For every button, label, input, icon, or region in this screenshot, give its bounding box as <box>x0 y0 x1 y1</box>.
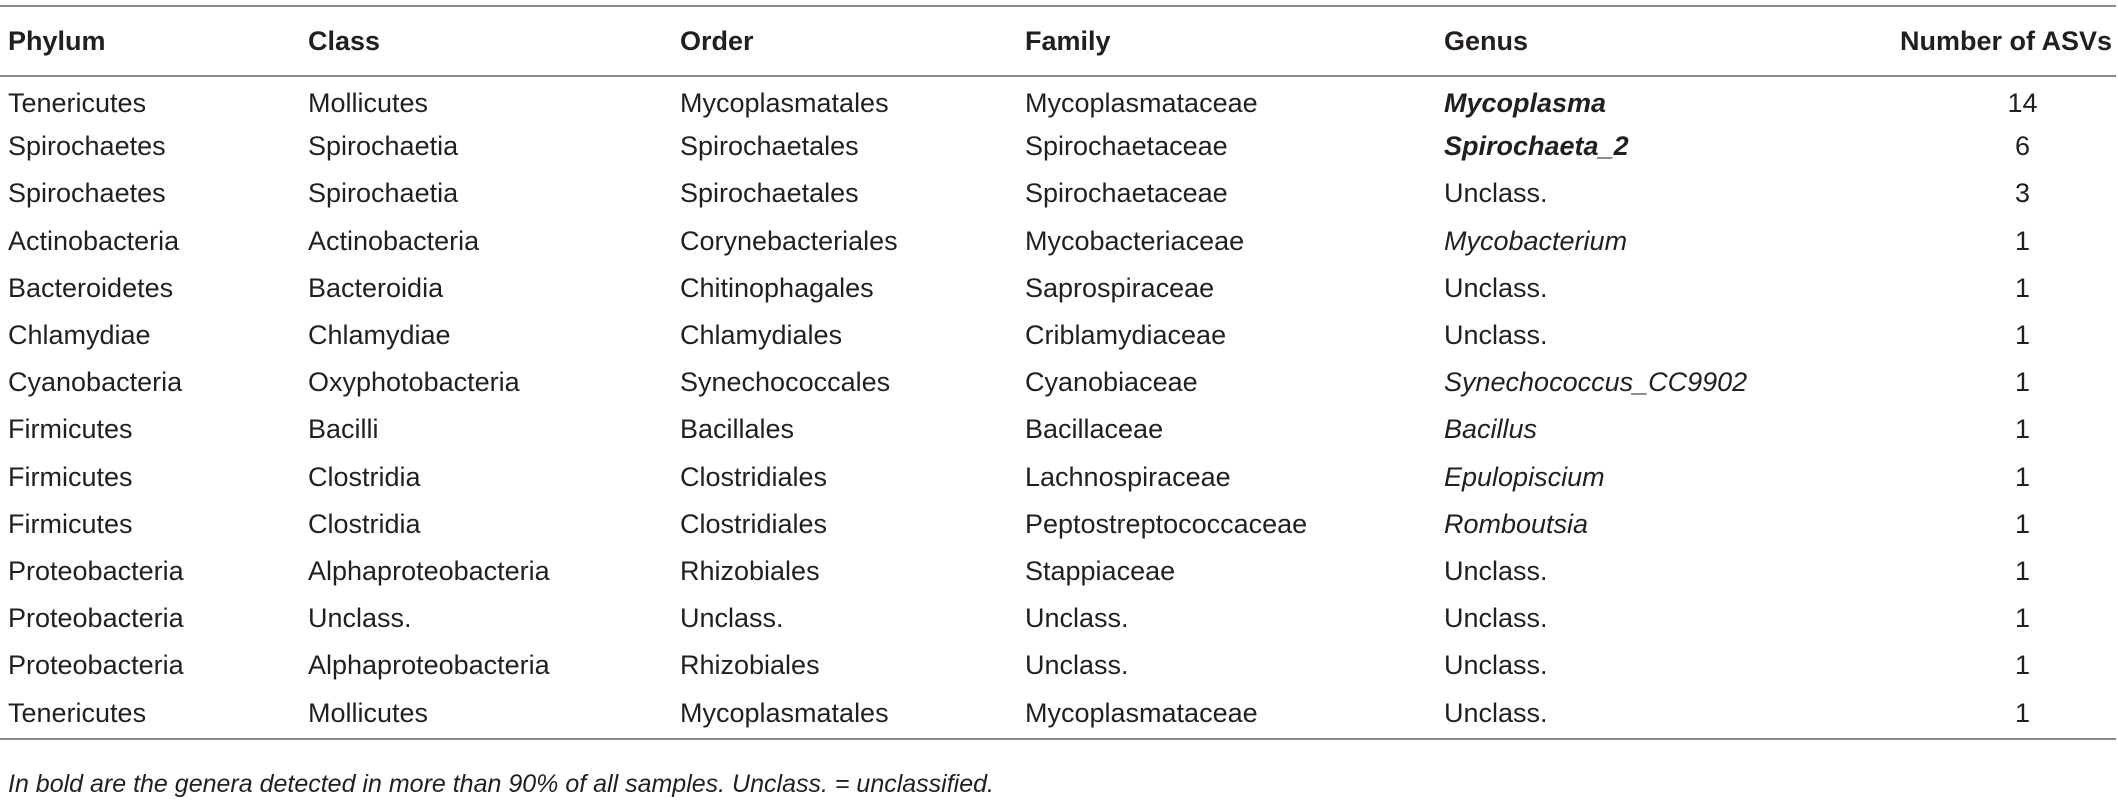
cell-number-of-asvs: 6 <box>2014 131 2031 162</box>
header-number-of-asvs: Number of ASVs <box>1899 25 2112 56</box>
cell-phylum: Firmicutes <box>8 461 133 492</box>
cell-order: Corynebacteriales <box>680 225 898 256</box>
cell-order: Clostridiales <box>680 461 828 492</box>
cell-number-of-asvs: 1 <box>2014 367 2031 398</box>
cell-family: Saprospiraceae <box>1025 272 1215 303</box>
cell-genus: Spirochaeta_2 <box>1444 131 1629 162</box>
cell-order: Spirochaetales <box>680 131 859 162</box>
cell-phylum: Bacteroidetes <box>8 272 174 303</box>
cell-number-of-asvs: 1 <box>2014 650 2031 681</box>
cell-number-of-asvs: 1 <box>2014 461 2031 492</box>
cell-number-of-asvs: 1 <box>2014 603 2031 634</box>
cell-family: Unclass. <box>1025 650 1129 681</box>
cell-phylum: Spirochaetes <box>8 178 166 209</box>
cell-genus: Synechococcus_CC9902 <box>1444 367 1748 398</box>
cell-number-of-asvs: 3 <box>2014 178 2031 209</box>
cell-genus: Unclass. <box>1444 272 1548 303</box>
header-class: Class <box>308 25 381 56</box>
cell-genus: Mycoplasma <box>1444 87 1607 118</box>
cell-order: Rhizobiales <box>680 555 820 586</box>
cell-genus: Unclass. <box>1444 555 1548 586</box>
cell-class: Alphaproteobacteria <box>308 555 550 586</box>
cell-class: Alphaproteobacteria <box>308 650 550 681</box>
cell-class: Spirochaetia <box>308 178 459 209</box>
cell-class: Mollicutes <box>308 87 429 118</box>
cell-class: Clostridia <box>308 508 421 539</box>
cell-family: Peptostreptococcaceae <box>1025 508 1308 539</box>
header-genus: Genus <box>1444 25 1529 56</box>
table-footnote: In bold are the genera detected in more than 90% of all samples. Unclass. = unclassified. <box>8 770 994 798</box>
cell-phylum: Firmicutes <box>8 508 133 539</box>
table-body <box>0 76 2116 739</box>
cell-class: Mollicutes <box>308 698 429 729</box>
cell-number-of-asvs: 14 <box>2007 87 2038 118</box>
cell-phylum: Proteobacteria <box>8 603 184 634</box>
cell-class: Spirochaetia <box>308 131 459 162</box>
table-row <box>0 548 2116 595</box>
cell-class: Clostridia <box>308 461 421 492</box>
cell-genus: Mycobacterium <box>1444 225 1628 256</box>
cell-family: Cyanobiaceae <box>1025 367 1198 398</box>
cell-genus: Romboutsia <box>1444 508 1589 539</box>
cell-phylum: Tenericutes <box>8 87 147 118</box>
cell-order: Mycoplasmatales <box>680 87 889 118</box>
cell-order: Mycoplasmatales <box>680 698 889 729</box>
cell-phylum: Firmicutes <box>8 414 133 445</box>
cell-genus: Epulopiscium <box>1444 461 1605 492</box>
cell-family: Spirochaetaceae <box>1025 131 1228 162</box>
cell-number-of-asvs: 1 <box>2014 225 2031 256</box>
cell-genus: Bacillus <box>1444 414 1538 445</box>
header-order: Order <box>680 25 754 56</box>
cell-family: Lachnospiraceae <box>1025 461 1231 492</box>
table-row <box>0 642 2116 689</box>
cell-family: Unclass. <box>1025 603 1129 634</box>
cell-genus: Unclass. <box>1444 650 1548 681</box>
cell-number-of-asvs: 1 <box>2014 698 2031 729</box>
asv-taxonomy-table <box>0 5 2116 740</box>
cell-family: Bacillaceae <box>1025 414 1164 445</box>
table-row <box>0 406 2116 453</box>
cell-order: Bacillales <box>680 414 795 445</box>
table-row <box>0 595 2116 642</box>
cell-order: Synechococcales <box>680 367 891 398</box>
cell-order: Clostridiales <box>680 508 828 539</box>
cell-number-of-asvs: 1 <box>2014 272 2031 303</box>
cell-order: Unclass. <box>680 603 784 634</box>
cell-genus: Unclass. <box>1444 603 1548 634</box>
cell-phylum: Actinobacteria <box>8 225 180 256</box>
table-row <box>0 218 2116 265</box>
cell-phylum: Spirochaetes <box>8 131 166 162</box>
cell-class: Unclass. <box>308 603 412 634</box>
cell-family: Stappiaceae <box>1025 555 1176 586</box>
cell-order: Spirochaetales <box>680 178 859 209</box>
table-row <box>0 501 2116 548</box>
cell-family: Criblamydiaceae <box>1025 320 1227 351</box>
cell-class: Chlamydiae <box>308 320 451 351</box>
table-row <box>0 76 2116 123</box>
cell-genus: Unclass. <box>1444 698 1548 729</box>
cell-family: Mycoplasmataceae <box>1025 698 1258 729</box>
cell-number-of-asvs: 1 <box>2014 414 2031 445</box>
cell-class: Oxyphotobacteria <box>308 367 520 398</box>
cell-number-of-asvs: 1 <box>2014 508 2031 539</box>
cell-family: Mycobacteriaceae <box>1025 225 1245 256</box>
cell-phylum: Tenericutes <box>8 698 147 729</box>
cell-genus: Unclass. <box>1444 320 1548 351</box>
cell-class: Actinobacteria <box>308 225 480 256</box>
cell-class: Bacteroidia <box>308 272 444 303</box>
cell-class: Bacilli <box>308 414 379 445</box>
cell-phylum: Proteobacteria <box>8 650 184 681</box>
cell-number-of-asvs: 1 <box>2014 320 2031 351</box>
table-row <box>0 265 2116 312</box>
table-row <box>0 123 2116 170</box>
table-row <box>0 170 2116 217</box>
cell-family: Mycoplasmataceae <box>1025 87 1258 118</box>
table-row <box>0 689 2116 739</box>
header-family: Family <box>1025 25 1111 56</box>
cell-phylum: Proteobacteria <box>8 555 184 586</box>
cell-order: Chlamydiales <box>680 320 843 351</box>
cell-phylum: Cyanobacteria <box>8 367 183 398</box>
table-row <box>0 454 2116 501</box>
cell-genus: Unclass. <box>1444 178 1548 209</box>
table-row <box>0 312 2116 359</box>
cell-family: Spirochaetaceae <box>1025 178 1228 209</box>
cell-order: Rhizobiales <box>680 650 820 681</box>
table-header <box>0 6 2116 76</box>
header-row <box>0 6 2116 76</box>
cell-phylum: Chlamydiae <box>8 320 151 351</box>
header-phylum: Phylum <box>8 25 106 56</box>
cell-number-of-asvs: 1 <box>2014 555 2031 586</box>
table-row <box>0 359 2116 406</box>
cell-order: Chitinophagales <box>680 272 874 303</box>
